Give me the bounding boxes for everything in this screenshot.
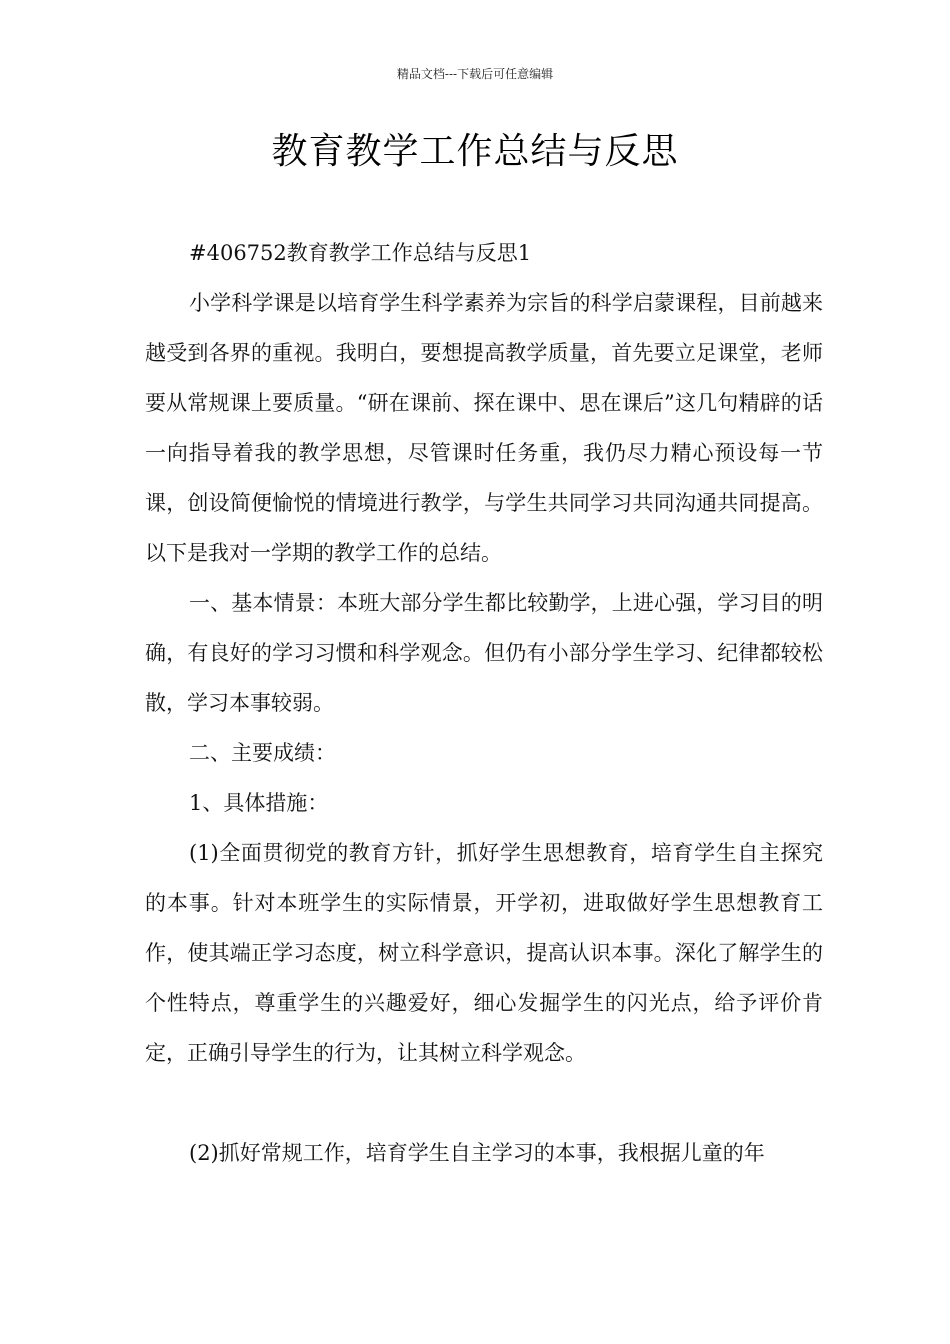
section-heading: #406752教育教学工作总结与反思1 bbox=[189, 241, 532, 265]
paragraph-measures: 1、具体措施： bbox=[189, 791, 329, 815]
page-header: 精品文档---下载后可任意编辑 bbox=[396, 67, 554, 81]
paragraph-intro: 小学科学课是以培育学生科学素养为宗旨的科学启蒙课程，目前越来越受到各界的重视。我明白，要想提高教学质量，首先要立足课堂，老师要从常规课上要质量。“研在课前、探在课中、思在课后”这几句精辟的话一向指导着我的教学思想，尽管课时任务重，我仍尽力精心预设每一节课，创设简便愉悦的情境进行教学，与学生共同学习共同沟通共同提高。以下是我对一学期的教学工作的总结。 bbox=[145, 291, 823, 565]
document-body bbox=[145, 228, 823, 1178]
paragraph-main-results: 二、主要成绩： bbox=[189, 741, 336, 765]
paragraph-basic-situation: 一、基本情景：本班大部分学生都比较勤学，上进心强，学习目的明确，有良好的学习习惯和科学观念。但仍有小部分学生学习、纪律都较松散，学习本事较弱。 bbox=[145, 591, 823, 715]
paragraph-item-1: (1)全面贯彻党的教育方针，抓好学生思想教育，培育学生自主探究的本事。针对本班学生的实际情景，开学初，进取做好学生思想教育工作，使其端正学习态度，树立科学意识，提高认识本事。深化了解学生的个性特点，尊重学生的兴趣爱好，细心发掘学生的闪光点，给予评价肯定，正确引导学生的行为，让其树立科学观念。 bbox=[145, 841, 823, 1065]
document-title: 教育教学工作总结与反思 bbox=[271, 131, 679, 172]
paragraph-item-2: (2)抓好常规工作，培育学生自主学习的本事，我根据儿童的年 bbox=[189, 1141, 765, 1165]
